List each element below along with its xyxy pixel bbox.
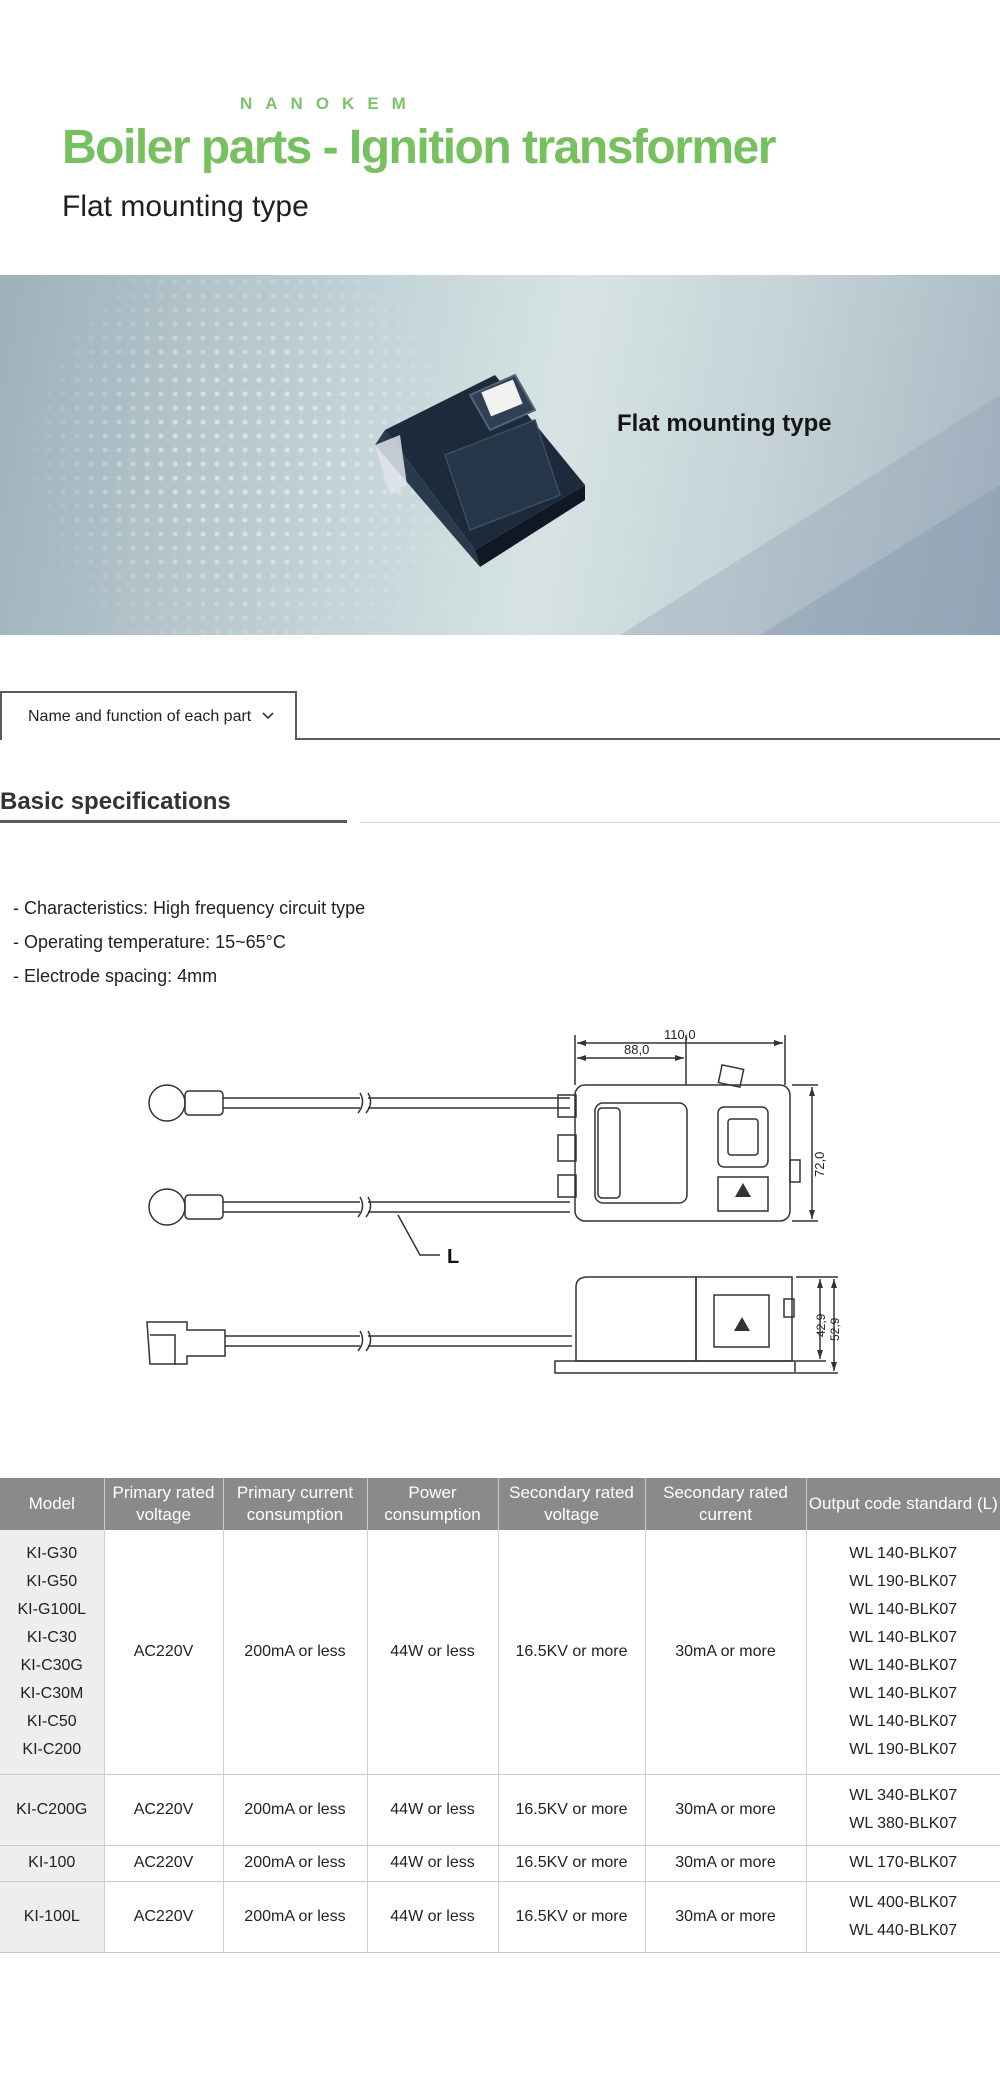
dimension-depth-b: 52,9 bbox=[828, 1317, 842, 1341]
output-code-cell bbox=[806, 1845, 1000, 1881]
section-divider bbox=[360, 822, 1000, 823]
voltage-cell: AC220V bbox=[104, 1774, 223, 1845]
output-code-cell bbox=[806, 1881, 1000, 1952]
model-name: KI-G100L bbox=[17, 1600, 86, 1618]
dimension-depth-a: 42,9 bbox=[814, 1313, 828, 1337]
spec-item: - Electrode spacing: 4mm bbox=[13, 966, 218, 986]
secondary-voltage-cell: 16.5KV or more bbox=[498, 1845, 645, 1881]
table-row bbox=[0, 1881, 1000, 1952]
output-code-cell bbox=[806, 1530, 1000, 1774]
table-row bbox=[0, 1774, 1000, 1845]
table-header-row bbox=[0, 1478, 1000, 1530]
secondary-voltage-cell: 16.5KV or more bbox=[498, 1530, 645, 1774]
model-name: KI-C30G bbox=[20, 1656, 83, 1674]
output-code: WL 140-BLK07 bbox=[849, 1656, 958, 1674]
chevron-down-icon bbox=[261, 709, 275, 723]
output-code: WL 140-BLK07 bbox=[849, 1544, 958, 1562]
page-subtitle: Flat mounting type bbox=[62, 190, 309, 223]
model-name: KI-100 bbox=[0, 1845, 104, 1881]
power-cell: 44W or less bbox=[367, 1845, 498, 1881]
column-header: Primary current consumption bbox=[223, 1478, 367, 1530]
spec-item: - Characteristics: High frequency circuit type bbox=[13, 898, 366, 918]
power-cell: 44W or less bbox=[367, 1881, 498, 1952]
secondary-current-cell: 30mA or more bbox=[645, 1845, 806, 1881]
output-code: WL 140-BLK07 bbox=[849, 1600, 958, 1618]
model-name: KI-G30 bbox=[26, 1544, 78, 1562]
tab-name-and-function[interactable] bbox=[0, 691, 297, 740]
model-name: KI-C30M bbox=[20, 1684, 84, 1702]
voltage-cell: AC220V bbox=[104, 1881, 223, 1952]
spec-table bbox=[0, 1478, 1000, 1953]
output-code: WL 400-BLK07 bbox=[849, 1893, 958, 1911]
banner-caption: Flat mounting type bbox=[617, 410, 832, 437]
dimension-overall: 110,0 bbox=[664, 1027, 696, 1042]
tab-label: Name and function of each part bbox=[28, 708, 252, 725]
model-name: KI-100L bbox=[0, 1881, 104, 1952]
dimension-drawing bbox=[0, 1015, 1000, 1400]
secondary-voltage-cell: 16.5KV or more bbox=[498, 1881, 645, 1952]
output-code: WL 140-BLK07 bbox=[849, 1712, 958, 1730]
output-code: WL 340-BLK07 bbox=[849, 1786, 958, 1804]
section-title-bar bbox=[0, 820, 347, 823]
output-code: WL 380-BLK07 bbox=[849, 1814, 958, 1832]
model-name: KI-C50 bbox=[26, 1712, 77, 1730]
dimension-body: 88,0 bbox=[624, 1042, 650, 1057]
output-code-cell bbox=[806, 1774, 1000, 1845]
table-row bbox=[0, 1845, 1000, 1881]
column-header: Primary rated voltage bbox=[104, 1478, 223, 1530]
spec-item: - Operating temperature: 15~65°C bbox=[13, 932, 286, 952]
power-cell: 44W or less bbox=[367, 1530, 498, 1774]
voltage-cell: AC220V bbox=[104, 1845, 223, 1881]
ignition-transformer-photo bbox=[345, 335, 585, 575]
page-title: Boiler parts - Ignition transformer bbox=[62, 121, 775, 174]
secondary-current-cell: 30mA or more bbox=[645, 1881, 806, 1952]
spec-list bbox=[13, 891, 365, 993]
model-name: KI-C200 bbox=[22, 1740, 82, 1758]
current-cell: 200mA or less bbox=[223, 1774, 367, 1845]
power-cell: 44W or less bbox=[367, 1774, 498, 1845]
output-code: WL 190-BLK07 bbox=[849, 1740, 958, 1758]
model-name: KI-C30 bbox=[26, 1628, 77, 1646]
output-code: WL 140-BLK07 bbox=[849, 1628, 958, 1646]
column-header: Power consumption bbox=[367, 1478, 498, 1530]
secondary-current-cell: 30mA or more bbox=[645, 1774, 806, 1845]
column-header: Secondary rated voltage bbox=[498, 1478, 645, 1530]
output-code: WL 170-BLK07 bbox=[849, 1854, 958, 1871]
lead-length-label: L bbox=[447, 1246, 460, 1268]
tab-underline bbox=[296, 738, 1000, 740]
model-cell bbox=[0, 1530, 104, 1774]
current-cell: 200mA or less bbox=[223, 1530, 367, 1774]
voltage-cell: AC220V bbox=[104, 1530, 223, 1774]
brand-name: NANOKEM bbox=[240, 94, 419, 113]
model-name: KI-C200G bbox=[0, 1774, 104, 1845]
section-title: Basic specifications bbox=[0, 788, 231, 815]
column-header: Output code standard (L) bbox=[806, 1478, 1000, 1530]
secondary-voltage-cell: 16.5KV or more bbox=[498, 1774, 645, 1845]
output-code: WL 140-BLK07 bbox=[849, 1684, 958, 1702]
column-header: Model bbox=[0, 1478, 104, 1530]
column-header: Secondary rated current bbox=[645, 1478, 806, 1530]
output-code: WL 440-BLK07 bbox=[849, 1921, 958, 1939]
secondary-current-cell: 30mA or more bbox=[645, 1530, 806, 1774]
current-cell: 200mA or less bbox=[223, 1845, 367, 1881]
current-cell: 200mA or less bbox=[223, 1881, 367, 1952]
table-row bbox=[0, 1530, 1000, 1774]
model-name: KI-G50 bbox=[26, 1572, 78, 1590]
output-code: WL 190-BLK07 bbox=[849, 1572, 958, 1590]
dimension-height: 72,0 bbox=[812, 1151, 827, 1177]
product-banner bbox=[0, 275, 1000, 635]
